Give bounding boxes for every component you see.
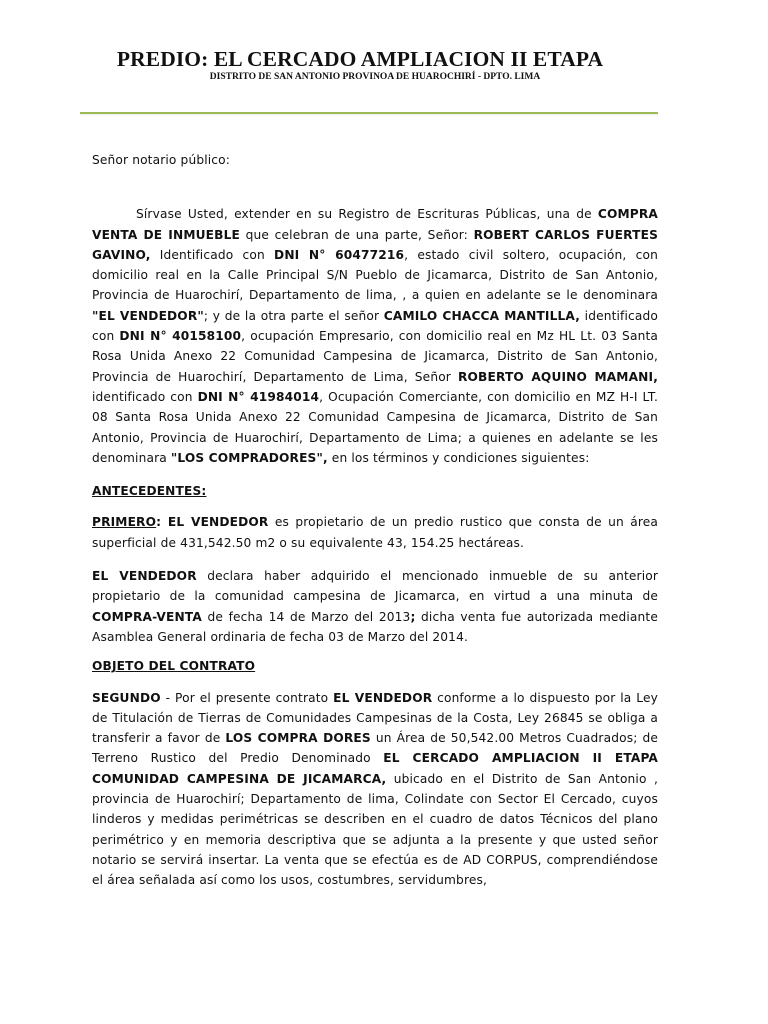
bold-span: ROBERTO AQUINO MAMANI, <box>458 369 658 384</box>
header-title: PREDIO: EL CERCADO AMPLIACION II ETAPA <box>116 47 604 71</box>
text-span: un Área de 50,542.00 Metros Cuadrados; de Terreno Rustico del Predio Denominado <box>92 731 658 766</box>
bold-span: EL CERCADO AMPLIACION II ETAPA COMUNIDAD CAMPESINA DE JICAMARCA, <box>92 751 658 786</box>
bold-span: EL VENDEDOR <box>161 515 269 530</box>
bold-span: ; <box>410 609 416 624</box>
bold-span: CAMILO CHACCA MANTILLA, <box>383 308 581 323</box>
objeto-heading: OBJETO DEL CONTRATO <box>92 659 256 674</box>
bold-span: EL VENDEDOR <box>333 690 433 705</box>
bold-span: "LOS COMPRADORES", <box>170 450 328 465</box>
text-span: , ocupación Empresario, con domicilio real en Mz HL Lt. 03 Santa Rosa Unida Anexo 22 Comunidad Campesina de Jicamarca, Distrito de San Antonio, Provincia de Huarochirí, Departamento de Lima, Señor <box>92 329 658 384</box>
text-span: : <box>156 515 162 530</box>
text-span: Identificado con <box>150 247 275 262</box>
vendedor-paragraph <box>92 566 658 647</box>
header-subtitle: DISTRITO DE SAN ANTONIO PROVINOA DE HUAROCHIRÍ - DPTO. LIMA <box>209 72 541 82</box>
greeting: Señor notario público: <box>92 153 230 167</box>
primero-label <box>92 515 161 529</box>
text-span: de fecha 14 de Marzo del 2013 <box>201 609 411 624</box>
bold-span: ROBERT CARLOS FUERTES GAVINO, <box>92 227 658 262</box>
text-span: es propietario de un predio rustico que consta de un área superficial de 431,542.50 m2 o su equivalente 43, 154.25 hectáreas. <box>92 515 658 550</box>
bold-span: LOS COMPRA DORES <box>225 731 371 746</box>
bold-span: DNI N° 41984014 <box>197 389 320 404</box>
bold-span: SEGUNDO <box>92 690 161 705</box>
underline-span: PRIMERO <box>92 515 157 530</box>
text-span: identificado con <box>92 308 658 344</box>
text-span: en los términos y condiciones siguientes: <box>327 450 590 465</box>
text-span: , estado civil soltero, ocupación, con domicilio real en la Calle Principal S/N Pueblo de Jicamarca, Distrito de San Antonio, Provincia de Huarochirí, Departamento de lima, , a quien en adelante se le denominara <box>92 247 658 303</box>
bold-span: DNI N° 60477216 <box>274 247 405 262</box>
primero-paragraph <box>92 512 658 553</box>
document-body <box>92 150 658 891</box>
bold-span: "EL VENDEDOR" <box>92 308 204 323</box>
text-span: declara haber adquirido el mencionado inmueble de su anterior propietario de la comunidad campesina de Jicamarca, en virtud a una minuta de <box>92 569 658 604</box>
antecedentes-heading: ANTECEDENTES: <box>92 484 207 499</box>
bold-span: COMPRA VENTA DE INMUEBLE <box>92 207 658 242</box>
bold-span: DNI N° 40158100 <box>119 329 242 344</box>
text-span: conforme a lo dispuesto por la Ley de Titulación de Tierras de Comunidades Campesinas de la Costa, Ley 26845 se obliga a transferir a favor de <box>92 690 658 746</box>
text-span: dicha venta fue autorizada mediante Asamblea General ordinaria de fecha 03 de Marzo del 2014. <box>92 609 659 644</box>
bold-span: EL VENDEDOR <box>92 569 197 584</box>
text-span: identificado con <box>92 389 198 404</box>
text-span: ; y de la otra parte el señor <box>203 308 384 323</box>
text-span: que celebran de una parte, Señor: <box>239 227 474 242</box>
intro-paragraph <box>92 204 658 468</box>
segundo-paragraph <box>92 688 658 891</box>
text-span: ubicado en el Distrito de San Antonio , provincia de Huarochirí; Departamento de lima, Colindate con Sector El Cercado, cuyos linderos y medidas perimétricas se describen en el cuadro de datos Técnicos del plano perimétrico y en memoria descriptiva que se adjunta a la presente y que usted señor notario se servirá insertar. La venta que se efectúa es de AD CORPUS, comprendiéndose el área señalada así como los usos, costumbres, servidumbres, <box>92 771 658 888</box>
bold-span: COMPRA-VENTA <box>92 609 202 624</box>
text-span: , Ocupación Comerciante, con domicilio en MZ H-I LT. 08 Santa Rosa Unida Anexo 22 Comunidad Campesina de Jicamarca, Distrito de San Antonio, Provincia de Huarochirí, Departamento de Lima; a quienes en adelante se les denominara <box>92 389 658 465</box>
text-span: Sírvase Usted, extender en su Registro de Escrituras Públicas, una de <box>136 207 598 222</box>
text-span: - Por el presente contrato <box>160 690 334 705</box>
header-rule <box>80 112 658 114</box>
